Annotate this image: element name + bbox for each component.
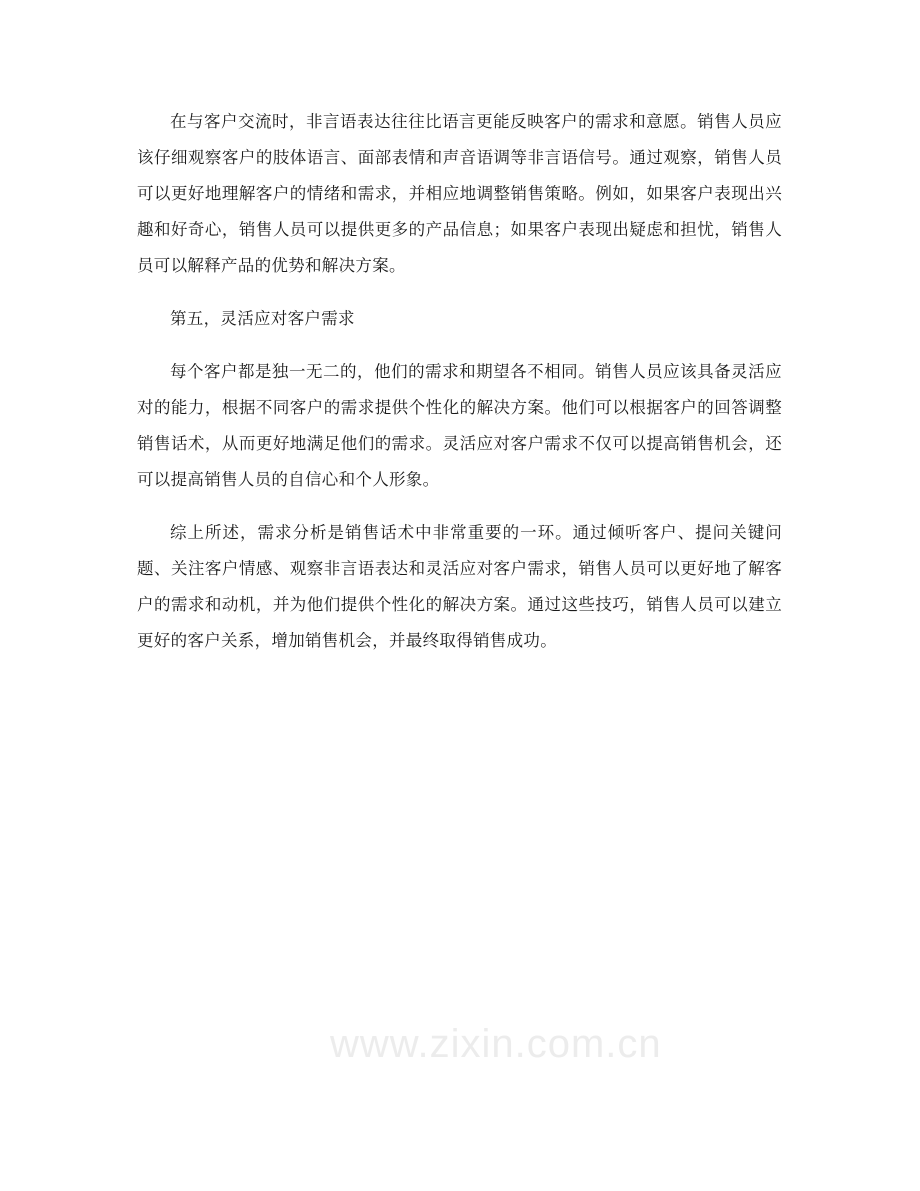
section-heading-fifth: 第五，灵活应对客户需求 bbox=[170, 309, 355, 328]
paragraph-nonverbal: 在与客户交流时，非言语表达往往比语言更能反映客户的需求和意愿。销售人员应该仔细观察客户的肢体语言、面部表情和声音语调等非言语信号。通过观察，销售人员可以更好地理解客户的情绪和需求，并相应地调整销售策略。例如，如果客户表现出兴趣和好奇心，销售人员可以提供更多的产品信息；如果客户表现出疑虑和担忧，销售人员可以解释产品的优势和解决方案。 bbox=[137, 112, 782, 275]
paragraph-flexible-response: 每个客户都是独一无二的，他们的需求和期望各不相同。销售人员应该具备灵活应对的能力，根据不同客户的需求提供个性化的解决方案。他们可以根据客户的回答调整销售话术，从而更好地满足他们的需求。灵活应对客户需求不仅可以提高销售机会，还可以提高销售人员的自信心和个人形象。 bbox=[137, 362, 782, 489]
paragraph-gap bbox=[137, 498, 782, 515]
paragraph-gap bbox=[137, 284, 782, 301]
document-body bbox=[137, 104, 782, 659]
paragraph-gap bbox=[137, 337, 782, 354]
paragraph-conclusion: 综上所述，需求分析是销售话术中非常重要的一环。通过倾听客户、提问关键问题、关注客户情感、观察非言语表达和灵活应对客户需求，销售人员可以更好地了解客户的需求和动机，并为他们提供个性化的解决方案。通过这些技巧，销售人员可以建立更好的客户关系，增加销售机会，并最终取得销售成功。 bbox=[137, 523, 782, 650]
watermark-text: www.zixin.com.cn bbox=[330, 1022, 662, 1066]
